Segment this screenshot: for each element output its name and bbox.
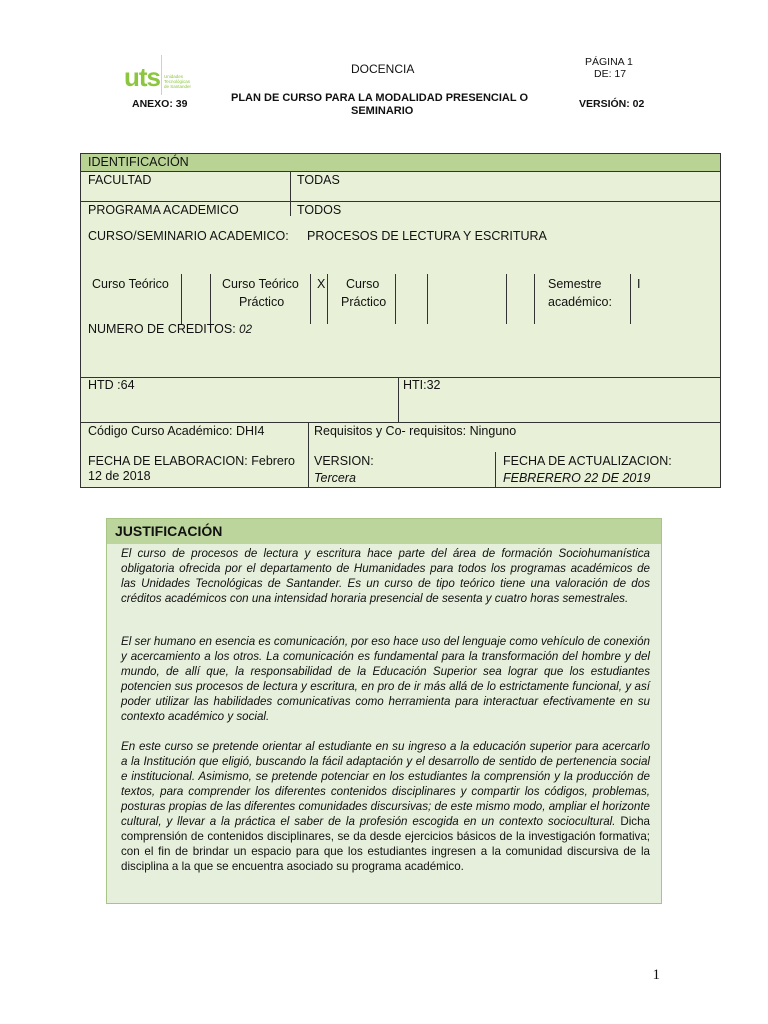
elaboration-date-line2: 12 de 2018 <box>88 469 151 483</box>
requisites: Requisitos y Co- requisitos: Ninguno <box>314 424 517 438</box>
annex-label: ANEXO: 39 <box>132 98 188 110</box>
grid-line <box>210 274 211 324</box>
row-divider <box>81 422 720 423</box>
logo-divider <box>161 55 162 95</box>
grid-line <box>310 274 311 324</box>
docencia-label: DOCENCIA <box>351 62 415 76</box>
practical-course-line1: Curso <box>346 277 380 291</box>
justification-title: JUSTIFICACIÓN <box>115 523 223 539</box>
col-divider <box>398 377 399 423</box>
update-date-value: FEBRERERO 22 DE 2019 <box>503 471 651 485</box>
faculty-value: TODAS <box>297 173 340 187</box>
grid-line <box>395 274 396 324</box>
elaboration-date-line1: FECHA DE ELABORACION: Febrero <box>88 454 296 468</box>
row-divider <box>81 377 720 378</box>
course-code: Código Curso Académico: DHI4 <box>88 424 265 438</box>
grid-line <box>534 274 535 324</box>
theoretical-practical-line1: Curso Teórico <box>222 277 299 291</box>
theoretical-practical-line2: Práctico <box>239 295 285 309</box>
col-divider <box>290 202 291 216</box>
page-number: 1 <box>652 967 660 983</box>
hti-value: HTI:32 <box>403 378 441 392</box>
page-total: DE: 17 <box>594 68 627 80</box>
htd-value: HTD :64 <box>88 378 135 392</box>
program-label: PROGRAMA ACADEMICO <box>88 203 239 217</box>
faculty-label: FACULTAD <box>88 173 152 187</box>
justification-paragraph-3 <box>121 739 650 874</box>
logo-subtext: Unidades Tecnológicas de Santander <box>164 74 192 89</box>
row-divider <box>81 201 720 202</box>
plan-title-line1: PLAN DE CURSO PARA LA MODALIDAD PRESENCIAL O <box>231 92 529 104</box>
grid-line <box>327 274 328 324</box>
col-divider <box>308 422 309 488</box>
page-label: PÁGINA 1 <box>585 56 633 68</box>
version-label: VERSIÓN: 02 <box>579 98 645 110</box>
col-divider <box>290 172 291 202</box>
semester-label-line1: Semestre <box>548 277 602 291</box>
credits-value: 02 <box>239 324 252 336</box>
grid-line <box>630 274 631 324</box>
justification-paragraph-2: El ser humano en esencia es comunicación, por eso hace uso del lenguaje como vehículo de conexión y acercamiento a los otros. La comunicación es fundamental para la transformación del hombre y del mundo, de allí que, la responsabilidad de la Educación Superior sea lograr que los estudiantes potencien sus procesos de lectura y escritura, en pro de ir más allá de lo estrictamente funcional, y así poder utilizar las habilidades comunicativas como herramienta para interactuar efectivamente en su contexto académico y social. <box>121 635 650 723</box>
grid-line <box>506 274 507 324</box>
update-date-label: FECHA DE ACTUALIZACION: <box>503 454 672 468</box>
col-divider <box>495 452 496 488</box>
selected-mark: X <box>317 277 326 291</box>
grid-line <box>427 274 428 324</box>
identification-table <box>80 153 721 488</box>
justification-box <box>106 518 662 904</box>
justification-paragraph-1: El curso de procesos de lectura y escritura hace parte del área de formación Sociohumanística obligatoria ofrecida por el departamento de Humanidades para todos los programas académicos de las Unidades Tecnológicas de Santander. Es un curso de tipo teórico tiene una valoración de dos créditos académicos con una intensidad horaria presencial de sesenta y cuatro horas semestrales. <box>121 547 650 605</box>
semester-label-line2: académico: <box>548 295 612 309</box>
plan-title-line2: SEMINARIO <box>351 105 414 117</box>
version-field-value: Tercera <box>314 471 356 485</box>
version-field-label: VERSION: <box>314 454 374 468</box>
credits-row <box>88 322 252 338</box>
theoretical-course: Curso Teórico <box>92 277 169 291</box>
course-label: CURSO/SEMINARIO ACADEMICO: <box>88 229 289 243</box>
identification-title: IDENTIFICACIÓN <box>88 155 189 169</box>
paragraph-3-italic: En este curso se pretende orientar al estudiante en su ingreso a la educación superior para acercarlo a la Institución que eligió, buscando la fácil adaptación y el desarrollo de sentido de pertenencia social e institucional. Asimismo, se pretende potenciar en los estudiantes la comprensión y la producción de textos, para comprender los diferentes contenidos disciplinares y compartir los códigos, problemas, posturas propias de las diferentes comunidades discursivas; de este mismo modo, ampliar el horizonte cultural, y llevar a la práctica el saber de la profesión escogida en un contexto sociocultural. <box>121 740 650 828</box>
course-value: PROCESOS DE LECTURA Y ESCRITURA <box>307 229 547 243</box>
paragraph-3-normal: Dicha comprensión de contenidos disciplinares, se da desde ejercicios básicos de la investigación formativa; con el fin de brindar un espacio para que los estudiantes ingresen a la comunidad discursiva de la disciplina a la que se encuentra asociado su programa académico. <box>121 815 650 873</box>
practical-course-line2: Práctico <box>341 295 387 309</box>
semester-value: I <box>637 277 641 291</box>
uts-logo: uts <box>124 62 160 92</box>
credits-label: NUMERO DE CREDITOS: <box>88 322 240 336</box>
program-value: TODOS <box>297 203 342 217</box>
grid-line <box>181 274 182 324</box>
